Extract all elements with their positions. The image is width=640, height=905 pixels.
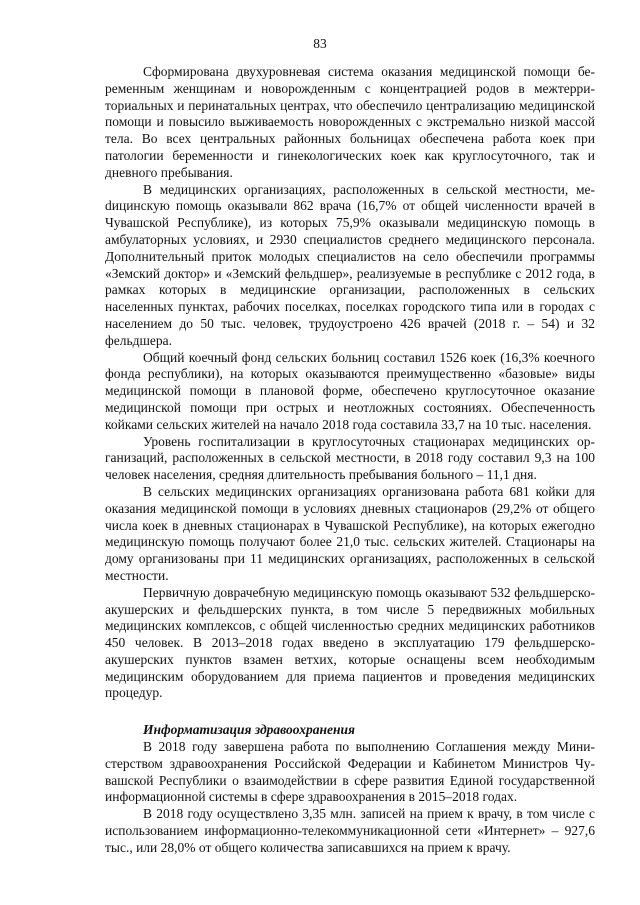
paragraph-day-hospitals: В сельских медицинских организациях организована работа 681 койки для оказания медицинской помощи в условиях дневных стационаров (29,2% от общего числа коек в дневных стационарах в Чувашской Республике), на которых ежегодно медицинскую помощь получают более 21,0 тыс. сельских жителей. Стационары на дому организованы при 11 медицинских организациях, расположенных в сельской местности. <box>105 483 595 583</box>
paragraph-bed-fund: Общий коечный фонд сельских больниц составил 1526 коек (16,3% коечного фонда республики), на которых оказываются преимущественно «базовые» виды медицинской помощи в плановой форме, обеспечено круглосуточное оказание медицинской помощи при острых и неотложных состояниях. Обеспеченность койками сельских жителей на начало 2018 года составила 33,7 на 10 тыс. населения. <box>105 349 595 432</box>
page-number: 83 <box>313 36 327 51</box>
paragraph-perinatal-system: Сформирована двухуровневая система оказания медицинской помощи беременным женщинам и новорожденным с концентрацией родов в межтерриториальных и перинатальных центрах, что обеспечило централизацию медицинской помощи и повысило выживаемость новорожденных с экстремально низкой массой тела. Во всех центральных районных больницах обеспечена работа коек при патологии беременности и гинекологических коек как круглосуточного, так и дневного пребывания. <box>105 64 595 180</box>
document-body <box>105 64 595 857</box>
paragraph-feldsher-points: Первичную доврачебную медицинскую помощь оказывают 532 фельдшерско-акушерских и фельдшерских пункта, в том числе 5 передвижных мобильных медицинских комплексов, с общей численностью средних медицинских работников 450 человек. В 2013–2018 годах введено в эксплуатацию 179 фельдшерско-акушерских пунктов взамен ветхих, которые оснащены всем необходимым медицинским оборудованием для приема пациентов и проведения медицинских процедур. <box>105 584 595 701</box>
paragraph-rural-doctors: В медицинских организациях, расположенных в сельской местности, меdицинскую помощь оказывали 862 врача (16,7% от общей численности врачей в Чувашской Республике), из которых 75,9% оказывали медицинскую помощь в амбулаторных условиях, и 2930 специалистов среднего медицинского персонала. Дополнительный приток молодых специалистов на село обеспечили программы «Земский доктор» и «Земский фельдшер», реализуемые в республике с 2012 года, в рамках которых в медицинские организации, расположенных в сельских населенных пунктах, рабочих поселках, поселках городского типа или в городах с населением до 50 тыс. человек, трудоустроено 426 врачей (2018 г. – 54) и 32 фельдшера. <box>105 181 595 348</box>
section-heading-informatization: Информатизация здравоохранения <box>143 722 355 738</box>
paragraph-online-appointments: В 2018 году осуществлено 3,35 млн. записей на прием к врачу, в том числе с использованием информационно-телекоммуникационной сети «Интернет» – 927,6 тыс., или 28,0% от общего количества записавшихся на прием к врачу. <box>105 806 595 855</box>
paragraph-hospitalization-level: Уровень госпитализации в круглосуточных стационарах медицинских организаций, расположенных в сельской местности, в 2018 году составил 9,3 на 100 человек населения, средняя длительность пребывания больного – 11,1 дня. <box>105 433 595 483</box>
paragraph-egisz-agreement: В 2018 году завершена работа по выполнению Соглашения между Министерством здравоохранения Российской Федерации и Кабинетом Министров Чувашской Республики о взаимодействии в сфере развития Единой государственной информационной системы в сфере здравоохранения в 2015–2018 годах. <box>105 739 595 805</box>
